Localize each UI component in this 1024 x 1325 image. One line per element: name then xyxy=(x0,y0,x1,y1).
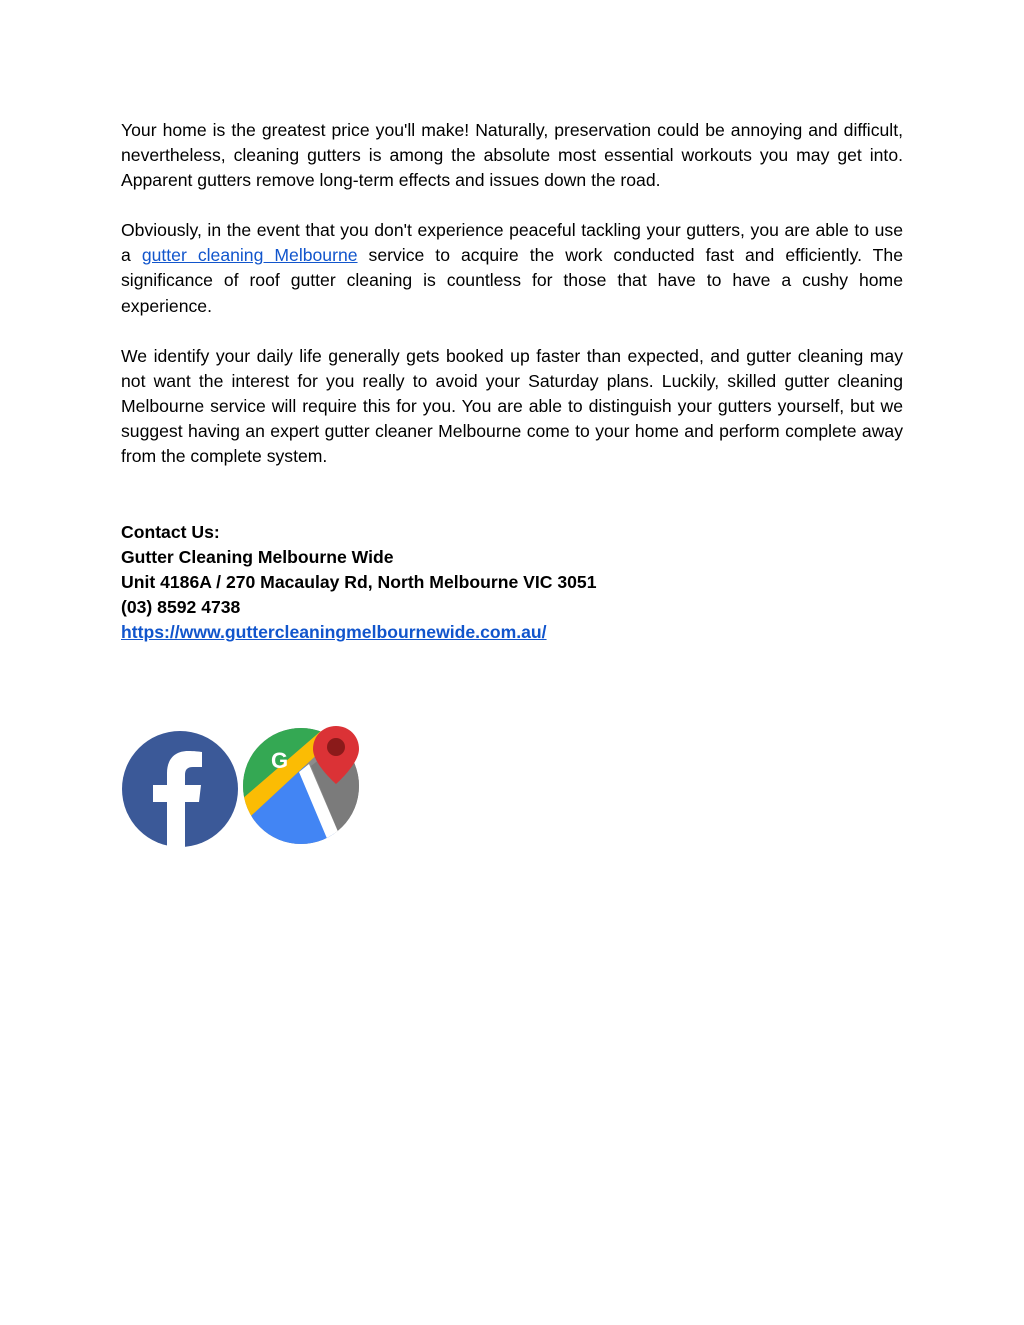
gutter-cleaning-link[interactable]: gutter cleaning Melbourne xyxy=(141,245,358,266)
paragraph-service-text-end: service to acquire the work conducted fast and efficiently. The significance of roof gutter cleaning is countless for those that have to have a cushy home experience. xyxy=(121,245,903,316)
paragraph-service-text-start: Obviously, in the event that you don't experience peaceful tackling your gutters, you are able to use a xyxy=(121,220,903,266)
google-maps-icon[interactable] xyxy=(241,724,365,848)
svg-text:G: G xyxy=(271,748,289,773)
contact-block xyxy=(121,520,903,645)
social-icons xyxy=(121,724,366,848)
website-link[interactable]: https://www.guttercleaningmelbournewide.com.au/ xyxy=(121,622,547,643)
facebook-icon[interactable] xyxy=(121,730,239,848)
paragraph-intro: Your home is the greatest price you'll make! Naturally, preservation could be annoying and difficult, nevertheless, cleaning gutters is among the absolute most essential workouts you may get into. Apparent gutters remove long-term effects and issues down the road. xyxy=(121,120,903,191)
document-body xyxy=(121,118,903,494)
contact-company: Gutter Cleaning Melbourne Wide xyxy=(121,547,394,568)
contact-address: Unit 4186A / 270 Macaulay Rd, North Melbourne VIC 3051 xyxy=(121,572,597,593)
paragraph-service xyxy=(121,218,903,318)
paragraph-schedule: We identify your daily life generally gets booked up faster than expected, and gutter cleaning may not want the interest for you really to avoid your Saturday plans. Luckily, skilled gutter cleaning Melbourne service will require this for you. You are able to distinguish your gutters yourself, but we suggest having an expert gutter cleaner Melbourne come to your home and perform complete away from the complete system. xyxy=(121,345,903,467)
contact-heading: Contact Us: xyxy=(121,522,220,542)
contact-phone: (03) 8592 4738 xyxy=(121,597,241,618)
